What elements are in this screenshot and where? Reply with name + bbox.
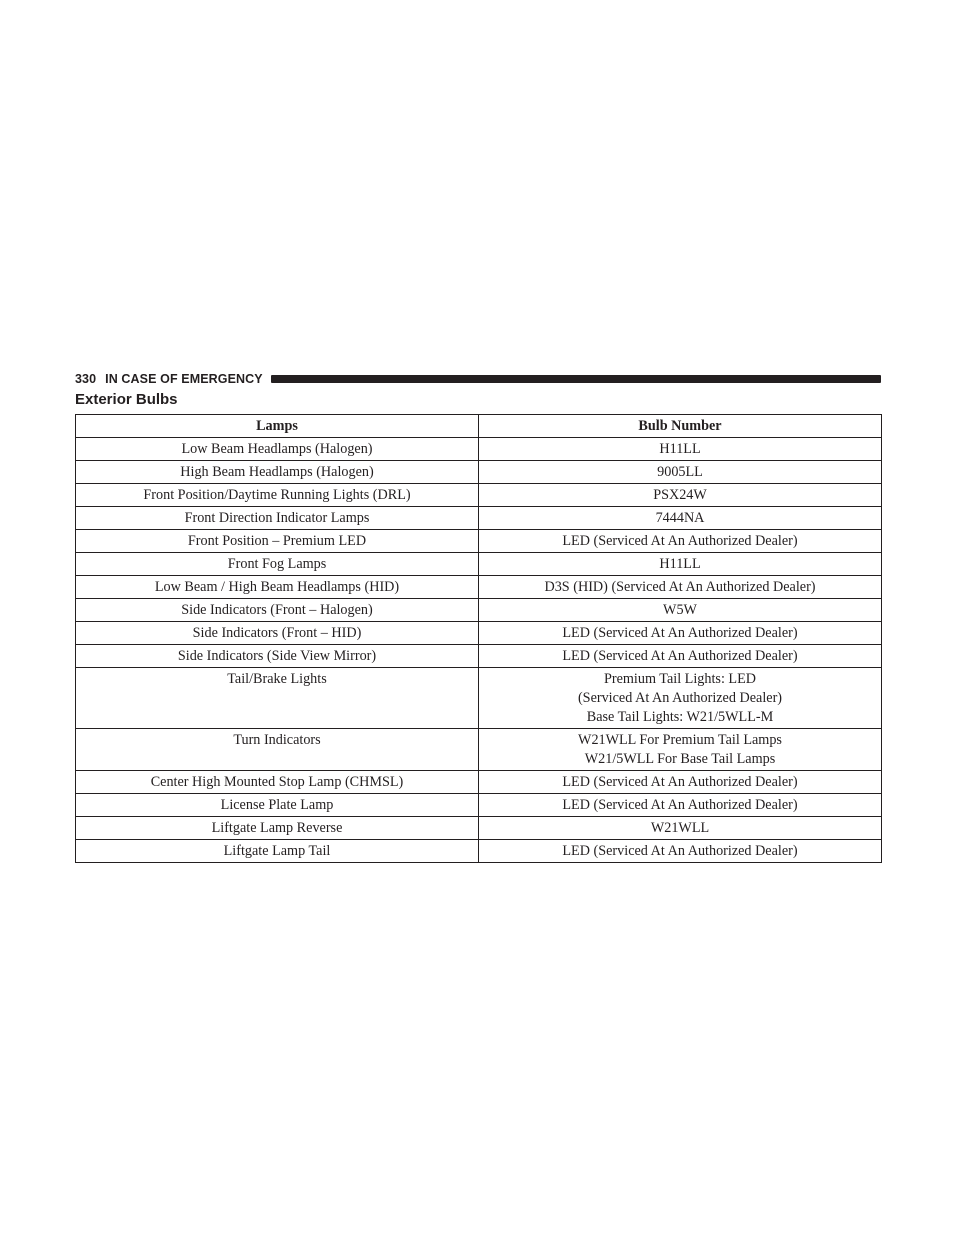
bulb-number-line: W21WLL For Premium Tail Lamps: [578, 732, 782, 748]
bulb-number-line: LED (Serviced At An Authorized Dealer): [562, 533, 798, 549]
table-row: [76, 530, 882, 553]
bulb-number-cell: [479, 438, 882, 461]
bulb-number-cell: [479, 530, 882, 553]
lamp-cell: License Plate Lamp: [76, 794, 479, 817]
lamp-cell: Low Beam Headlamps (Halogen): [76, 438, 479, 461]
bulb-number-line: LED (Serviced At An Authorized Dealer): [562, 774, 798, 790]
table-row: [76, 645, 882, 668]
bulb-number-cell: [479, 645, 882, 668]
bulb-number-line: D3S (HID) (Serviced At An Authorized Dealer): [544, 579, 816, 595]
bulb-number-line: W21WLL: [650, 820, 710, 836]
bulb-number-line: W5W: [663, 602, 697, 618]
table-row: [76, 794, 882, 817]
table-row: [76, 599, 882, 622]
bulb-number-line: (Serviced At An Authorized Dealer): [577, 690, 783, 706]
bulb-number-line: LED (Serviced At An Authorized Dealer): [562, 625, 798, 641]
bulb-number-cell: [479, 507, 882, 530]
lamp-cell: Side Indicators (Front – HID): [76, 622, 479, 645]
bulb-number-line: H11LL: [659, 441, 701, 457]
bulb-number-line: Base Tail Lights: W21/5WLL-M: [586, 709, 774, 725]
bulb-number-cell: [479, 553, 882, 576]
table-row: [76, 668, 882, 729]
column-header-bulb-number: Bulb Number: [479, 415, 882, 438]
table-body: [76, 438, 882, 863]
lamp-cell: Liftgate Lamp Tail: [76, 840, 479, 863]
table-row: [76, 553, 882, 576]
lamp-cell: Side Indicators (Side View Mirror): [76, 645, 479, 668]
lamp-cell: Center High Mounted Stop Lamp (CHMSL): [76, 771, 479, 794]
bulb-number-cell: [479, 576, 882, 599]
lamp-cell: Front Position – Premium LED: [76, 530, 479, 553]
bulb-number-cell: [479, 622, 882, 645]
bulb-number-cell: [479, 484, 882, 507]
bulb-number-line: W21/5WLL For Base Tail Lamps: [584, 751, 776, 767]
lamp-cell: Liftgate Lamp Reverse: [76, 817, 479, 840]
table-row: [76, 461, 882, 484]
exterior-bulbs-table: [75, 414, 882, 863]
page-number: 330: [75, 372, 97, 386]
table-row: [76, 484, 882, 507]
table-row: [76, 771, 882, 794]
lamp-cell: Front Fog Lamps: [76, 553, 479, 576]
bulb-number-cell: [479, 599, 882, 622]
table-row: [76, 507, 882, 530]
bulb-number-cell: [479, 668, 882, 729]
bulb-number-line: PSX24W: [653, 487, 707, 503]
lamp-cell: Front Direction Indicator Lamps: [76, 507, 479, 530]
bulb-number-line: Premium Tail Lights: LED: [603, 671, 757, 687]
lamp-cell: Low Beam / High Beam Headlamps (HID): [76, 576, 479, 599]
lamp-cell: Tail/Brake Lights: [76, 668, 479, 729]
bulb-number-cell: [479, 794, 882, 817]
table-header-row: [76, 415, 882, 438]
table-row: [76, 729, 882, 771]
lamp-cell: Front Position/Daytime Running Lights (DRL): [76, 484, 479, 507]
column-header-lamps: Lamps: [76, 415, 479, 438]
bulb-number-line: LED (Serviced At An Authorized Dealer): [562, 843, 798, 859]
table-row: [76, 576, 882, 599]
header-rule: [271, 375, 881, 383]
page-header: [75, 371, 881, 387]
section-title: Exterior Bulbs: [75, 391, 178, 408]
lamp-cell: Turn Indicators: [76, 729, 479, 771]
bulb-number-line: 7444NA: [655, 510, 705, 526]
bulb-number-line: H11LL: [659, 556, 701, 572]
table-row: [76, 840, 882, 863]
table-row: [76, 817, 882, 840]
section-name: IN CASE OF EMERGENCY: [105, 372, 263, 386]
lamp-cell: High Beam Headlamps (Halogen): [76, 461, 479, 484]
table-row: [76, 438, 882, 461]
bulb-number-cell: [479, 840, 882, 863]
bulb-number-cell: [479, 771, 882, 794]
bulb-number-line: 9005LL: [657, 464, 703, 480]
lamp-cell: Side Indicators (Front – Halogen): [76, 599, 479, 622]
bulb-number-line: LED (Serviced At An Authorized Dealer): [562, 797, 798, 813]
bulb-number-line: LED (Serviced At An Authorized Dealer): [562, 648, 798, 664]
bulb-number-cell: [479, 817, 882, 840]
bulb-number-cell: [479, 729, 882, 771]
table-row: [76, 622, 882, 645]
bulb-number-cell: [479, 461, 882, 484]
